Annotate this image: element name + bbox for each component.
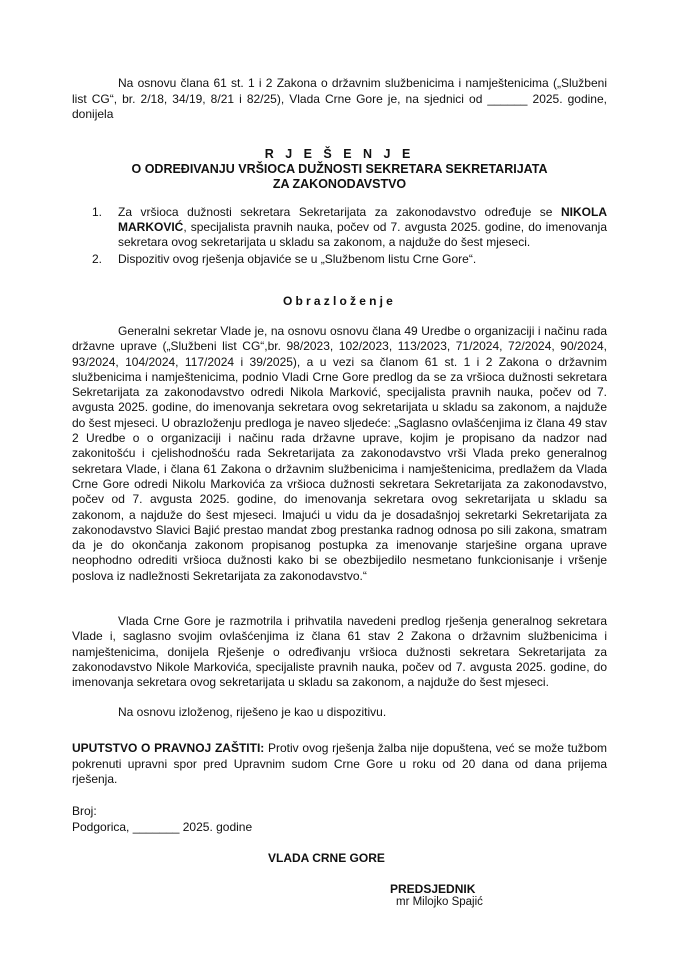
item-number: 2. [92,252,103,266]
item-text-rest: , specijalista pravnih nauka, počev od 7. avgusta 2025. godine, do imenovanja sekretara ovog sekretarijata u skladu sa zakonom, a najduže do šest mjeseci. [118,220,607,249]
reasoning-heading: Obrazloženje [282,294,397,308]
place-date: Podgorica, _______ 2025. godine [72,820,253,834]
legal-remedy [72,741,607,788]
remedy-text: Protiv ovog rješenja žalba nije dopuštena, već se može tužbom pokrenuti upravni spor pred Upravnim sudom Crne Gore u roku od 20 dana od dana prijema rješenja. [72,741,607,786]
item-number: 1. [92,205,103,219]
document-title: R J E Š E N J E [264,147,415,161]
reasoning-paragraph-3: Na osnovu izloženog, riješeno je kao u dispozitivu. [118,705,387,719]
item-text: Za vršioca dužnosti sekretara Sekretarijata za zakonodavstvo određuje se [118,205,561,219]
dispositive-list [72,205,607,269]
government-name: VLADA CRNE GORE [268,851,385,865]
president-title: PREDSJEDNIK [390,882,476,896]
dispositive-item [72,205,607,250]
reasoning-paragraph-1: Generalni sekretar Vlade je, na osnovu osnovu člana 49 Uredbe o organizaciji i načinu rada državne uprave („Službeni list CG“,br. 98/2023, 102/2023, 113/2023, 71/2024, 72/2024, 90/2024, 93/2024, 104/2024, 117/2024 i 39/2025), a u vezi sa članom 61 st. 1 i 2 Zakona o državnim službenicima i namještenicima, podnio Vladi Crne Gore predlog da se za vršioca dužnosti sekretara Sekretarijata za zakonodavstvo odredi Nikola Marković, specijalista pravnih nauka, počev od 7. avgusta 2025. godine, do imenovanja sekretara ovog sekretarijata u skladu sa zakonom, a najduže do šest mjeseci. U obrazloženju predloga je naveo sljedeće: „Saglasno ovlašćenjima iz člana 49 stav 2 Uredbe o o organizaciji i načinu rada državne uprave, kojim je propisano da nadzor nad zakonitošću i cjelishodnošću rada Sekretarijata za zakonodavstvo vrši Vlada preko generalnog sekretara Vlade, i člana 61 Zakona o državnim službenicima i namještenicima, predlažem da Vlada Crne Gore odredi Nikolu Markovića za vršioca dužnosti sekretara Sekretarijata za zakonodavstvo, počev od 7. avgusta 2025. godine, do imenovanja sekretara ovog sekretarijata u skladu sa zakonom, a najduže do šest mjeseci. Imajući u vidu da je dosadašnjoj sekretarki Sekretarijata za zakonodavstvo Slavici Bajić prestao mandat zbog prestanka radnog odnosa po sili zakona, smatram da je do okončanja zakonom propisanog postupka za imenovanje starješine organa uprave neophodno odrediti vršioca dužnosti kako bi se obezbijedilo nesmetano funkcionisanje i vršenje poslova iz nadležnosti Sekretarijata za zakonodavstvo.“ [72,324,607,583]
dispositive-item [72,252,607,267]
item-text: Dispozitiv ovog rješenja objaviće se u „Službenom listu Crne Gore“. [118,252,477,266]
reasoning-paragraph-2: Vlada Crne Gore je razmotrila i prihvatila navedeni predlog rješenja generalnog sekretara Vlade i, saglasno svojim ovlašćenjima iz člana 61 stav 2 Zakona o državnim službenicima i namještenicima, donijela Rješenje o određivanju vršioca dužnosti sekretara Sekretarijata za zakonodavstvo Nikole Markovića, specijaliste pravnih nauka, počev od 7. avgusta 2025. godine, do imenovanja sekretara ovog sekretarijata u skladu sa zakonom, a najduže do šest mjeseci. [72,614,607,690]
intro-paragraph: Na osnovu člana 61 st. 1 i 2 Zakona o državnim službenicima i namještenicima („Službeni list CG“, br. 2/18, 34/19, 8/21 i 82/25), Vlada Crne Gore je, na sjednici od ______ 2025. godine, donijela [72,76,607,121]
reference-number: Broj: [72,804,97,818]
president-name: mr Milojko Spajić [396,896,483,908]
document-subtitle: O ODREĐIVANJU VRŠIOCA DUŽNOSTI SEKRETARA SEKRETARIJATA [131,162,548,176]
document-subtitle-2: ZA ZAKONODAVSTVO [272,177,407,191]
appointee-name: NIKOLA MARKOVIĆ [118,205,607,234]
remedy-label: UPUTSTVO O PRAVNOJ ZAŠTITI: [72,741,265,755]
